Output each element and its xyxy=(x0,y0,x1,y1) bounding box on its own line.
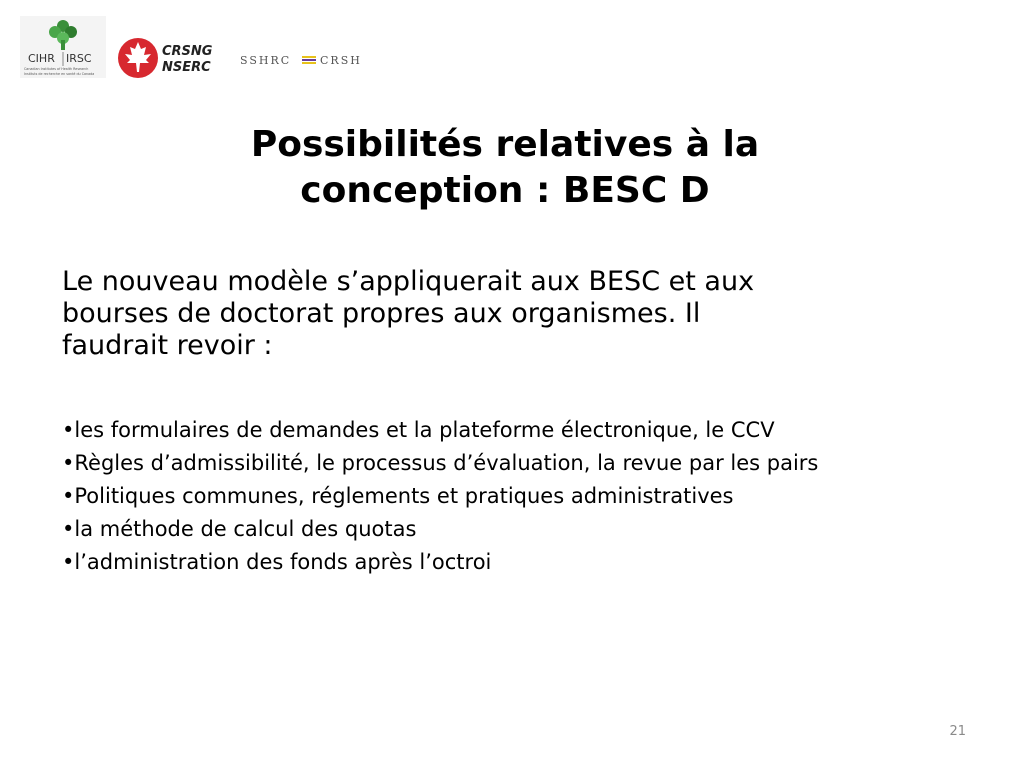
bullet-item xyxy=(62,418,942,443)
bullet-text: la méthode de calcul des quotas xyxy=(74,517,417,541)
bullet-item xyxy=(62,550,942,575)
irsc-subtitle: Instituts de recherche en santé du Canada xyxy=(24,72,95,76)
sshrc-color-bars-icon xyxy=(302,56,316,64)
slide-title-line: conception : BESC D xyxy=(300,170,710,211)
nserc-text: NSERC xyxy=(162,60,211,75)
slide-title-line: Possibilités relatives à la xyxy=(250,124,760,165)
intro-line: Le nouveau modèle s’appliquerait aux BESC et aux xyxy=(62,266,755,297)
cihr-text: CIHR xyxy=(28,52,55,65)
bullet-text: Politiques communes, réglements et pratiques administratives xyxy=(74,484,734,508)
logo-bar xyxy=(18,14,398,84)
sshrc-text: SSHRC xyxy=(240,54,292,67)
bullet-text: l’administration des fonds après l’octroi xyxy=(74,550,492,574)
bullet-item xyxy=(62,451,942,476)
sshrc-crsh-logo xyxy=(240,52,390,68)
crsh-text: CRSH xyxy=(320,54,362,67)
irsc-text: IRSC xyxy=(66,52,92,65)
bullet-list xyxy=(62,418,942,583)
bullet-marker: • xyxy=(62,451,75,475)
slide-title xyxy=(0,122,1010,214)
bullet-marker: • xyxy=(62,550,75,574)
bullet-item xyxy=(62,484,942,509)
cihr-subtitle: Canadian Institutes of Health Research xyxy=(24,67,89,71)
bullet-text: les formulaires de demandes et la plateforme électronique, le CCV xyxy=(74,418,775,442)
bullet-marker: • xyxy=(62,484,75,508)
bullet-marker: • xyxy=(62,418,75,442)
cihr-irsc-logo xyxy=(20,16,106,78)
bullet-marker: • xyxy=(62,517,75,541)
intro-line: bourses de doctorat propres aux organismes. Il xyxy=(62,298,701,329)
nserc-crsng-logo xyxy=(118,36,222,80)
bullet-text: Règles d’admissibilité, le processus d’évaluation, la revue par les pairs xyxy=(74,451,819,475)
intro-line: faudrait revoir : xyxy=(62,330,273,361)
intro-paragraph xyxy=(62,266,942,362)
bullet-item xyxy=(62,517,942,542)
page-number: 21 xyxy=(949,724,966,739)
crsng-text: CRSNG xyxy=(162,44,213,59)
